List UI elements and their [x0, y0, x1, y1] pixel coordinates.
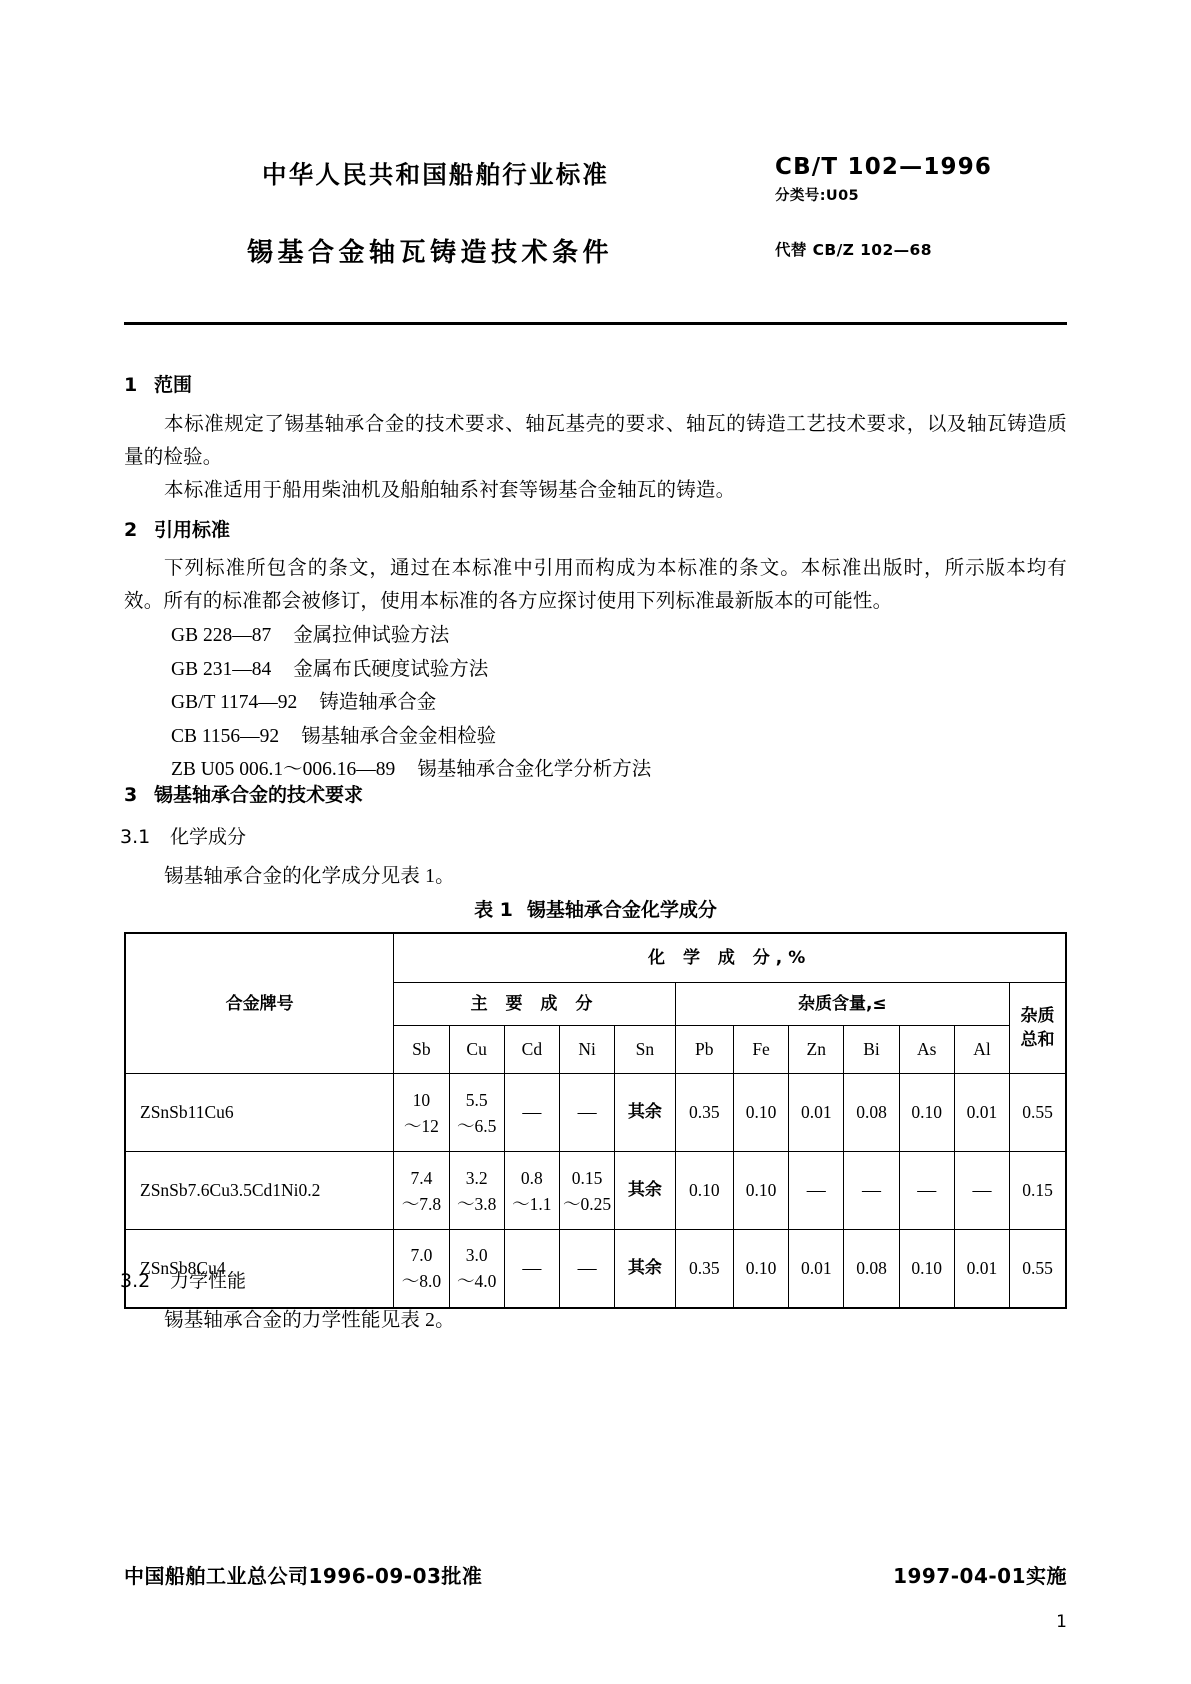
- section-3-1-title: 化学成分: [170, 826, 247, 848]
- cell-alloy-grade: ZSnSb7.6Cu3.5Cd1Ni0.2: [125, 1152, 394, 1230]
- reference-name: 金属拉伸试验方法: [293, 625, 450, 646]
- value-top: 10: [412, 1089, 431, 1110]
- column-header-zn: Zn: [789, 1026, 844, 1074]
- value-top: 0.15: [571, 1167, 603, 1188]
- value-bottom: ～7.8: [401, 1193, 442, 1214]
- cell-pb: 0.35: [675, 1074, 733, 1152]
- cell-sb: [394, 1230, 449, 1308]
- section-2-body: [124, 552, 1067, 618]
- table-1-caption: [0, 895, 1191, 922]
- cell-al: 0.01: [954, 1074, 1009, 1152]
- table-header-impurity-total: [1010, 983, 1066, 1074]
- cell-ni: —: [559, 1230, 614, 1308]
- value-bottom: ～3.8: [456, 1193, 497, 1214]
- cell-ni: —: [559, 1074, 614, 1152]
- section-1-title: 范围: [154, 374, 193, 396]
- approval-statement: 中国船舶工业总公司1996-09-03批准: [124, 1564, 483, 1588]
- standard-code: CB/T 102—1996: [775, 154, 993, 180]
- column-header-sb: Sb: [394, 1026, 449, 1074]
- table-row: [125, 1074, 1066, 1152]
- column-header-sn: Sn: [615, 1026, 675, 1074]
- column-header-label: 主 要 成 分: [470, 994, 599, 1014]
- column-header-label: 合金牌号: [225, 993, 294, 1014]
- column-header-label: 化 学 成 分,%: [648, 948, 812, 968]
- section-2-title: 引用标准: [154, 519, 231, 541]
- cell-impurity-total: 0.15: [1010, 1152, 1066, 1230]
- cell-cu: [449, 1074, 504, 1152]
- section-3-2-paragraph-1: 锡基轴承合金的力学性能见表 2。: [164, 1310, 455, 1331]
- issuing-body: 中华人民共和国船舶行业标准: [262, 160, 610, 189]
- cell-bi: —: [844, 1152, 899, 1230]
- replaces-standard: 代替 CB/Z 102—68: [775, 241, 932, 259]
- cell-bi: 0.08: [844, 1230, 899, 1308]
- section-3-1-body: [124, 860, 1067, 893]
- column-header-bi: Bi: [844, 1026, 899, 1074]
- effective-date: 1997-04-01实施: [893, 1564, 1067, 1588]
- section-3-2-title: 力学性能: [170, 1270, 247, 1292]
- table-1: [124, 932, 1067, 1309]
- cell-fe: 0.10: [733, 1230, 788, 1308]
- section-3-1-number: 3.1: [120, 826, 151, 848]
- reference-code: GB 231—84: [171, 658, 272, 680]
- list-item: [124, 686, 1067, 720]
- chemical-composition-table: [124, 932, 1067, 1309]
- section-3-1-paragraph-1: 锡基轴承合金的化学成分见表 1。: [164, 866, 455, 887]
- column-header-cd: Cd: [504, 1026, 559, 1074]
- cell-zn: 0.01: [789, 1074, 844, 1152]
- table-1-caption-title: 锡基轴承合金化学成分: [526, 899, 717, 921]
- cell-fe: 0.10: [733, 1152, 788, 1230]
- cell-cd: —: [504, 1230, 559, 1308]
- column-header-al: Al: [954, 1026, 1009, 1074]
- column-header-label-line2: 总和: [1020, 1030, 1055, 1050]
- cell-alloy-grade: ZSnSb8Cu4: [125, 1230, 394, 1308]
- list-item: [124, 653, 1067, 687]
- reference-code: GB/T 1174—92: [171, 692, 298, 713]
- value-top: 5.5: [465, 1089, 488, 1110]
- section-2-heading: [124, 515, 230, 542]
- list-item: [124, 619, 1067, 653]
- section-3-2-body: [124, 1304, 1067, 1337]
- table-header-main-composition: [394, 983, 675, 1026]
- page-title: 锡基合金轴瓦铸造技术条件: [247, 238, 614, 268]
- section-1-number: 1: [124, 374, 138, 396]
- value-top: 3.2: [465, 1167, 488, 1188]
- value-bottom: ～1.1: [512, 1193, 552, 1214]
- list-item: [124, 720, 1067, 754]
- column-header-ni: Ni: [559, 1026, 614, 1074]
- cell-sb: [394, 1074, 449, 1152]
- referenced-standards-list: [124, 619, 1067, 787]
- value-bottom: ～8.0: [401, 1271, 442, 1292]
- reference-code: ZB U05 006.1～006.16—89: [171, 759, 396, 780]
- cell-cu: [449, 1152, 504, 1230]
- section-2-number: 2: [124, 519, 138, 541]
- table-header-row-group: [125, 933, 1066, 983]
- cell-bi: 0.08: [844, 1074, 899, 1152]
- cell-cd: —: [504, 1074, 559, 1152]
- section-1-body: [124, 408, 1067, 507]
- cell-fe: 0.10: [733, 1074, 788, 1152]
- section-1-paragraph-1: 本标准规定了锡基轴承合金的技术要求、轴瓦基壳的要求、轴瓦的铸造工艺技术要求，以及轴瓦铸造质量的检验。: [124, 414, 1067, 468]
- cell-alloy-grade: ZSnSb11Cu6: [125, 1074, 394, 1152]
- reference-name: 铸造轴承合金: [319, 692, 437, 713]
- page-number: 1: [1056, 1612, 1067, 1632]
- reference-name: 锡基轴承合金化学分析方法: [417, 759, 652, 780]
- reference-name: 金属布氏硬度试验方法: [293, 658, 489, 680]
- table-row: [125, 1230, 1066, 1308]
- cell-pb: 0.35: [675, 1230, 733, 1308]
- cell-zn: 0.01: [789, 1230, 844, 1308]
- value-bottom: ～6.5: [456, 1115, 497, 1136]
- value-bottom: ～0.25: [563, 1193, 612, 1214]
- column-header-label-line1: 杂质: [1020, 1006, 1055, 1026]
- section-3-1-heading: [120, 822, 246, 849]
- table-1-caption-label: 表 1: [474, 899, 513, 921]
- cell-impurity-total: 0.55: [1010, 1230, 1066, 1308]
- section-3-2-number: 3.2: [120, 1270, 151, 1292]
- cell-sn: 其余: [615, 1074, 675, 1152]
- cell-pb: 0.10: [675, 1152, 733, 1230]
- document-header: [0, 150, 1191, 310]
- table-header-chemical-composition: [394, 933, 1066, 983]
- cell-impurity-total: 0.55: [1010, 1074, 1066, 1152]
- cell-as: 0.10: [899, 1074, 954, 1152]
- cell-as: 0.10: [899, 1230, 954, 1308]
- value-top: 7.0: [410, 1245, 433, 1266]
- cell-sn: 其余: [615, 1230, 675, 1308]
- table-header-impurity-content: [675, 983, 1009, 1026]
- reference-code: CB 1156—92: [171, 725, 280, 747]
- section-3-title: 锡基轴承合金的技术要求: [154, 784, 364, 806]
- value-top: 7.4: [410, 1167, 433, 1188]
- header-divider: [124, 322, 1067, 325]
- section-1-heading: [124, 370, 192, 397]
- column-header-pb: Pb: [675, 1026, 733, 1074]
- section-1-paragraph-2: 本标准适用于船用柴油机及船舶轴系衬套等锡基合金轴瓦的铸造。: [164, 480, 736, 501]
- column-header-as: As: [899, 1026, 954, 1074]
- cell-ni: [559, 1152, 614, 1230]
- reference-name: 锡基轴承合金金相检验: [301, 725, 497, 747]
- table-header-alloy-grade: [125, 933, 394, 1074]
- cell-cd: [504, 1152, 559, 1230]
- cell-zn: —: [789, 1152, 844, 1230]
- section-2-paragraph-1: 下列标准所包含的条文，通过在本标准中引用而构成为本标准的条文。本标准出版时，所示版本均有效。所有的标准都会被修订，使用本标准的各方应探讨使用下列标准最新版本的可能性。: [124, 558, 1067, 612]
- section-3-2-heading: [120, 1266, 246, 1293]
- column-header-cu: Cu: [449, 1026, 504, 1074]
- classification-number: 分类号:U05: [775, 188, 860, 204]
- cell-al: —: [954, 1152, 1009, 1230]
- column-header-fe: Fe: [733, 1026, 788, 1074]
- cell-sn: 其余: [615, 1152, 675, 1230]
- value-top: 3.0: [465, 1245, 488, 1266]
- reference-code: GB 228—87: [171, 625, 272, 646]
- value-top: 0.8: [520, 1167, 543, 1188]
- cell-as: —: [899, 1152, 954, 1230]
- value-bottom: ～4.0: [456, 1271, 497, 1292]
- section-3-number: 3: [124, 784, 138, 806]
- cell-cu: [449, 1230, 504, 1308]
- column-header-label: 杂质含量,≤: [797, 994, 887, 1014]
- cell-sb: [394, 1152, 449, 1230]
- cell-al: 0.01: [954, 1230, 1009, 1308]
- table-row: [125, 1152, 1066, 1230]
- section-3-heading: [124, 780, 363, 807]
- value-bottom: ～12: [403, 1115, 439, 1136]
